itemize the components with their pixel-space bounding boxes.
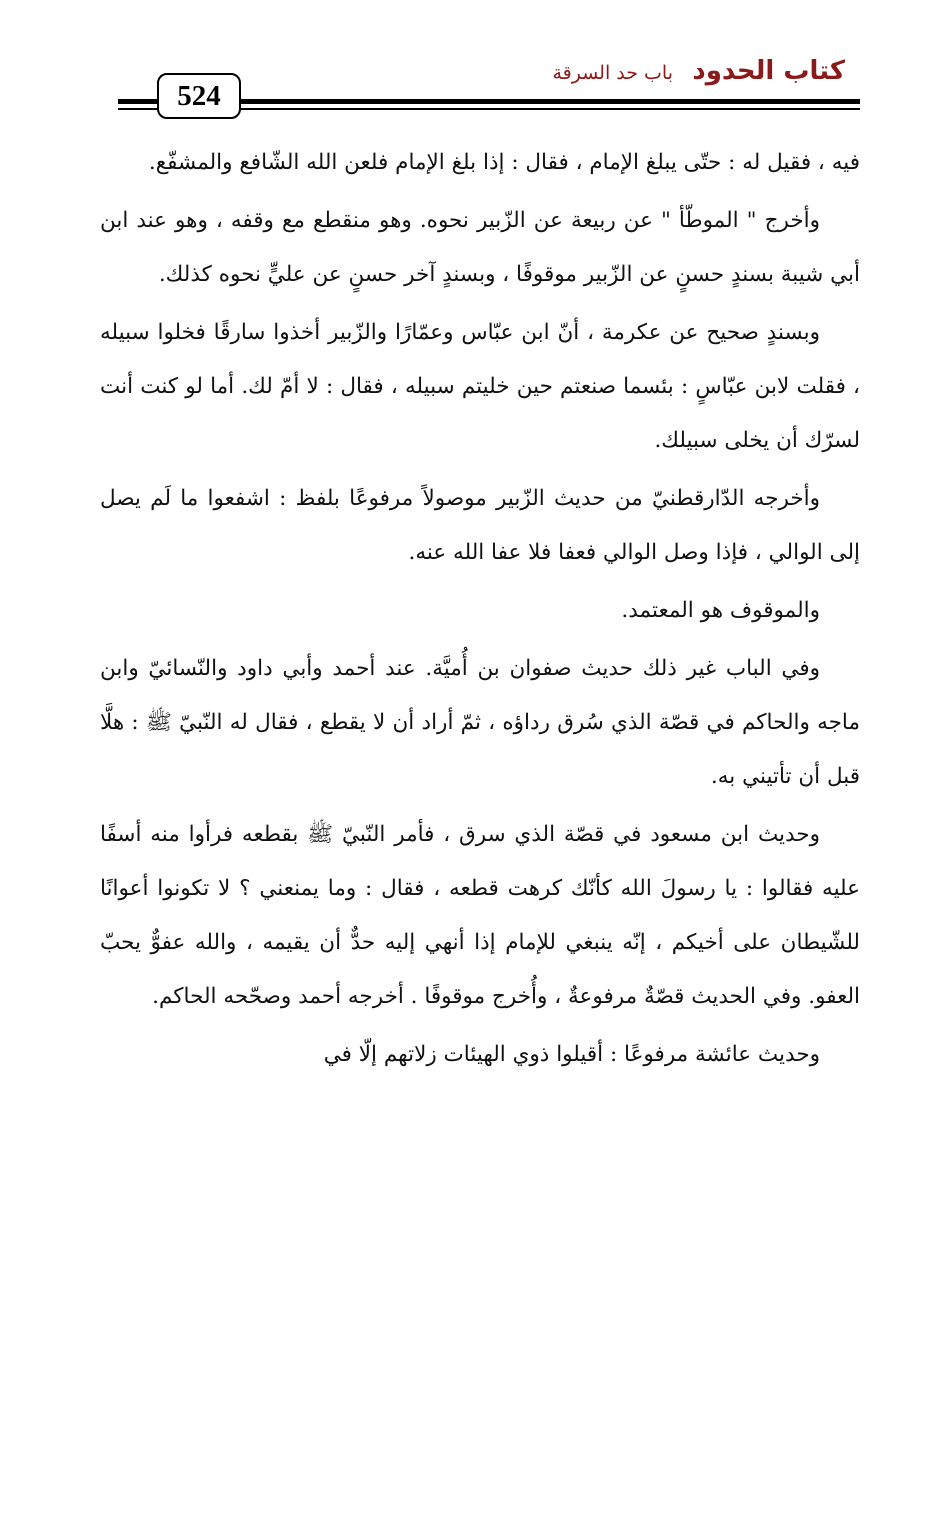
paragraph-4: وأخرجه الدّارقطنيّ من حديث الزّبير موصولاً مرفوعًا بلفظ : اشفعوا ما لَم يصل إلى الوالي ، فإذا وصل الوالي فعفا فلا عفا الله عنه. — [100, 486, 860, 565]
paragraph-6: وفي الباب غير ذلك حديث صفوان بن أُميَّة. عند أحمد وأبي داود والنّسائيّ وابن ماجه والحاكم في قصّة الذي سُرق رداؤه ، ثمّ أراد أن لا يقطع ، فقال له النّبيّ ﷺ : هلَّا قبل أن تأتيني به. — [100, 656, 860, 789]
paragraph-3: وبسندٍ صحيح عن عكرمة ، أنّ ابن عبّاس وعمّارًا والزّبير أخذوا سارقًا فخلوا سبيله ، فقلت لابن عبّاسٍ : بئسما صنعتم حين خليتم سبيله ، فقال : لا أمّ لك. أما لو كنت أنت لسرّك أن يخلى سبيلك. — [100, 320, 860, 453]
paragraph-5: والموقوف هو المعتمد. — [621, 598, 820, 623]
paragraph-2: وأخرج " الموطّأ " عن ربيعة عن الزّبير نحوه. وهو منقطع مع وقفه ، وهو عند ابن أبي شيبة بسندٍ حسنٍ عن الزّبير موقوفًا ، وبسندٍ آخر حسنٍ عن عليٍّ نحوه كذلك. — [100, 208, 860, 287]
paragraph-8: وحديث عائشة مرفوعًا : أقيلوا ذوي الهيئات زلاتهم إلّا في — [323, 1042, 820, 1067]
paragraph-1: فيه ، فقيل له : حتّى يبلغ الإمام ، فقال : إذا بلغ الإمام فلعن الله الشّافع والمشفّع. — [148, 150, 860, 175]
book-title: كتاب الحدود — [692, 56, 845, 86]
page-body — [100, 136, 860, 1086]
paragraph-7: وحديث ابن مسعود في قصّة الذي سرق ، فأمر النّبيّ ﷺ بقطعه فرأوا منه أسفًا عليه فقالوا : يا رسولَ الله كأنّك كرهت قطعه ، فقال : وما يمنعني ؟ لا تكونوا أعوانًا للشّيطان على أخيكم ، إنّه ينبغي للإمام إذا أنهي إليه حدٌّ أن يقيمه ، والله عفوٌّ يحبّ العفو. وفي الحديث قصّةٌ مرفوعةٌ ، وأُخرج موقوفًا . أخرجه أحمد وصحّحه الحاكم. — [100, 822, 860, 1009]
page-number: 524 — [157, 73, 241, 119]
page-header — [0, 0, 945, 125]
chapter-title: باب حد السرقة — [552, 62, 673, 84]
